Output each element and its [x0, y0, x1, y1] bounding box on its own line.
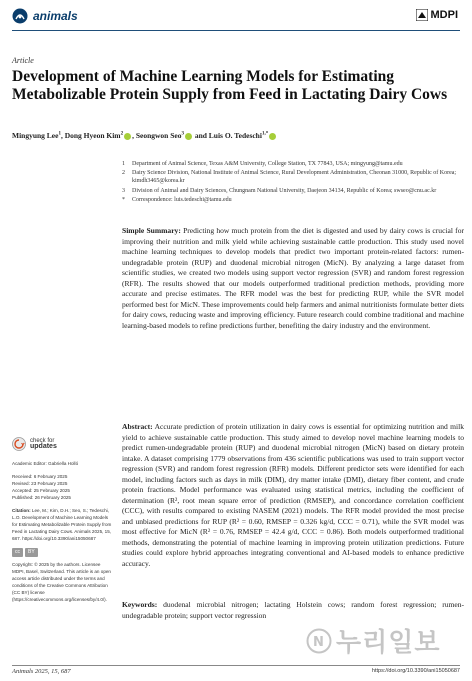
citation [12, 507, 112, 542]
author-separator: , [60, 131, 65, 140]
author-name: Mingyung Lee [12, 131, 59, 140]
affiliation-item [122, 187, 464, 195]
watermark-logo-icon [306, 628, 332, 654]
orcid-icon[interactable] [269, 133, 276, 140]
author-name: Dong Hyeon Kim [64, 131, 121, 140]
author-list [12, 131, 277, 140]
footer-rule [12, 665, 460, 666]
cc-badge: cc [12, 548, 23, 557]
author-affiliation-marker: 1 [58, 131, 61, 137]
abstract-text: Accurate prediction of protein utilization in dairy cows is essential for optimizing nutrition and milk yield to achieve sustainable cattle production. This study aimed to develop novel machine learning models to predict rumen-undegradable protein (RUP) and duodenal microbial nitrogen (MicN) based on dietary protein intake. A dataset comprising 1779 observations from 436 scientific publications was used to train support vector regression (SVR) and random forest regression (RFR) models. Different predictor sets were identified for each model, including factors such as days in milk (DIM), dry matter intake (DMI), dietary fiber content, and crude protein fractions. Model performance was evaluated using statistical metrics, including the coefficient of determination (R², root mean square error of prediction (RMSEP), and concordance correlation coefficient (CCC), with results compared to existing NASEM (2021) models. The RFR model provided the most precise and unbiased predictions for RUP (R² = 0.60, RMSEP = 0.326 kg/d, CCC = 0.71), while the SVR model was most effective for MicN (R² = 0.76, RMSEP = 42.4 g/d, CCC = 0.86). Both models outperformed traditional methods, demonstrating the potential of machine learning in improving protein utilization predictions. Future studies could explore hybrid approaches integrating conventional and AI-based models to enhance predictive accuracy. [122, 422, 464, 568]
mdpi-icon [416, 9, 428, 21]
footer-doi[interactable]: https://doi.org/10.3390/ani15050687 [371, 668, 460, 674]
revised-date: Revised: 23 February 2025 [12, 481, 68, 486]
article-sidebar [12, 460, 112, 609]
check-for-updates-badge[interactable] [12, 437, 57, 451]
watermark [306, 622, 440, 659]
academic-editor: Academic Editor: Gabriella Holló [12, 461, 79, 466]
affiliation-number: 1 [122, 161, 125, 167]
publisher-logo [416, 9, 459, 21]
affiliation-text: Correspondence: luis.tedeschi@tamu.edu [132, 196, 232, 203]
watermark-text: 누리일보 [336, 628, 441, 658]
journal-title: animals [33, 9, 78, 23]
affiliations [122, 160, 464, 205]
author-name: Seongwon Seo [135, 131, 182, 140]
simple-summary-text: Predicting how much protein from the diet is digested and used by dairy cows is crucial for improving their nutrition and milk yield while achieving sustainable cattle production. This study used novel machine learning techniques to develop models that predict two important protein-related factors: rumen-undegradable protein (RUP) and duodenal microbial nitrogen (MicN). By analyzing a large dataset from scientific studies, we created two models using support vector regression (SVR) and random forest regression (RFR). The results showed that our models outperformed traditional prediction methods, providing more accurate and precise estimates. The RFR model was the best for predicting RUP, while the SVR model performed best for MicN. These improvements could help farmers and animal nutritionists formulate better diets for dairy cows, reducing waste and improving efficiency. Future research could combine traditional and machine learning-based models to refine predictions further, benefiting the dairy industry and the environment. [122, 226, 464, 330]
abstract [122, 422, 464, 569]
orcid-icon[interactable] [185, 133, 192, 140]
copyright: Copyright: © 2025 by the authors. Licensee MDPI, Basel, Switzerland. This article is an open access article distributed under the terms and conditions of the Creative Commons Attribution (CC BY) license (https://creativecommons.org/licenses/by/4.0/). [12, 562, 111, 602]
simple-summary-label: Simple Summary: [122, 226, 181, 235]
affiliation-item [122, 169, 464, 185]
watermark-mark: N [313, 634, 325, 650]
affiliation-text: Department of Animal Science, Texas A&M University, College Station, TX 77843, USA; mingyung@tamu.edu [132, 161, 403, 167]
citation-label: Citation: [12, 508, 31, 513]
publisher-name: MDPI [430, 9, 458, 21]
cc-license-badge[interactable] [12, 548, 112, 557]
citation-text: Lee, M.; Kim, D.H.; Seo, S.; Tedeschi, L.O. Development of Machine Learning Models for Estimating Metabolizable Protein Supply from Feed in Lactating Dairy Cows. Animals 2025, 15, 687. https://doi.org/10.3390/ani15050687 [12, 508, 112, 541]
published-date: Published: 26 February 2025 [12, 495, 71, 500]
affiliation-number: 2 [122, 170, 125, 177]
by-badge: BY [25, 548, 38, 557]
check-updates-line2: updates [30, 443, 57, 450]
header-rule [12, 30, 460, 31]
affiliation-item [122, 160, 464, 168]
keywords-text: duodenal microbial nitrogen; lactating Holstein cows; random forest regression; rumen-undegradable protein; support vector regression [122, 600, 465, 620]
affiliation-number: 3 [122, 187, 125, 194]
author-affiliation-marker: 2 [120, 131, 124, 137]
check-updates-icon [12, 437, 26, 451]
keywords-label: Keywords: [122, 600, 158, 609]
simple-summary [122, 226, 464, 331]
author-name: Luis O. Tedeschi [208, 131, 262, 140]
affiliation-number: * [122, 196, 125, 203]
affiliation-text: Dairy Science Division, National Institute of Animal Science, Rural Development Administration, Cheonan 31000, Republic of Korea; kimdh3465@korea.kr [132, 170, 457, 185]
author-affiliation-marker: 1,* [261, 131, 269, 137]
affiliation-text: Division of Animal and Dairy Sciences, Chungnam National University, Daejeon 34134, Republic of Korea; swseo@cnu.ac.kr [132, 187, 437, 194]
journal-name [12, 8, 78, 24]
author-affiliation-marker: 3 [181, 131, 184, 137]
abstract-label: Abstract: [122, 422, 153, 431]
check-updates-line1: check for [30, 437, 55, 444]
keywords [122, 600, 464, 621]
article-title: Development of Machine Learning Models for Estimating Metabolizable Protein Supply from Feed in Lactating Dairy Cows [12, 68, 448, 103]
accepted-date: Accepted: 25 February 2025 [12, 488, 70, 493]
affiliation-item [122, 196, 464, 204]
author-separator: and [192, 131, 209, 140]
received-date: Received: 6 February 2025 [12, 474, 68, 479]
article-type: Article [12, 56, 34, 65]
author-separator: , [132, 131, 136, 140]
orcid-icon[interactable] [124, 133, 131, 140]
footer-citation: Animals 2025, 15, 687 [12, 668, 71, 675]
journal-logo-icon [12, 8, 28, 24]
